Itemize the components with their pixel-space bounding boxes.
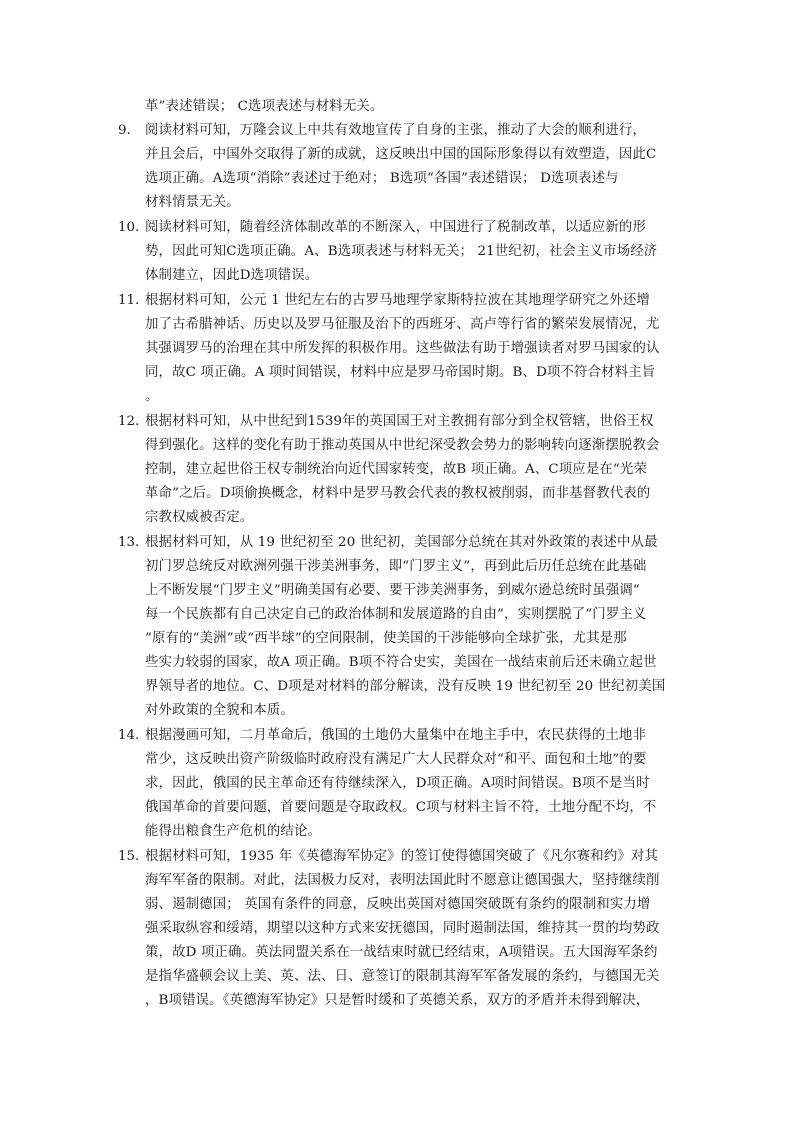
text-line: ，B项错误。《英德海军协定》只是暂时缓和了英德关系，双方的矛盾并未得到解决， <box>145 993 650 1008</box>
text-line: 加了古希腊神话、历史以及罗马征服及治下的西班牙、高卢等行省的繁荣发展情况，尤 <box>145 317 660 332</box>
text-line: 得到强化。这样的变化有助于推动英国从中世纪深受教会势力的影响转向逐渐摆脱教会 <box>145 438 660 453</box>
text-line: 弱、遏制德国； 英国有条件的同意，反映出英国对德国突破既有条约的限制和实力增 <box>145 897 651 912</box>
text-line: 同，故C 项正确。A 项时间错误，材料中应是罗马帝国时期。B、D项不符合材料主旨 <box>145 365 656 380</box>
item-number: 12. <box>118 414 140 429</box>
item-number: 11. <box>118 293 140 308</box>
text-line: 根据材料可知，公元 1 世纪左右的古罗马地理学家斯特拉波在其地理学研究之外还增 <box>145 293 650 308</box>
text-line: 初门罗总统反对欧洲列强干涉美洲事务，即“门罗主义”，再到此后历任总统在此基础 <box>145 559 647 574</box>
text-line: 常少，这反映出资产阶级临时政府没有满足广大人民群众对“和平、面包和土地”的要 <box>145 752 647 767</box>
text-line: 控制，建立起世俗王权专制统治向近代国家转变，故B 项正确。A、C项应是在“光荣 <box>145 462 647 477</box>
text-line: 阅读材料可知，随着经济体制改革的不断深入，中国进行了税制改革，以适应新的形 <box>145 220 647 235</box>
item-number: 10. <box>118 220 140 235</box>
text-line: 对外政策的全貌和本质。 <box>145 703 294 718</box>
text-line: 界领导者的地位。C、D项是对材料的部分解读，没有反映 19 世纪初至 20 世纪初美国 <box>145 679 666 694</box>
text-line: 求，因此，俄国的民主革命还有待继续深入，D项正确。A项时间错误。B项不是当时 <box>145 776 650 791</box>
item-number: 9. <box>118 123 131 138</box>
text-line: ”原有的“美洲”或“西半球”的空间限制，使美国的干涉能够向全球扩张，尤其是那 <box>145 631 627 646</box>
text-line: 材料情景无关。 <box>145 195 240 210</box>
item-number: 15. <box>118 849 140 864</box>
text-line: 。 <box>145 389 159 404</box>
text-line: 并且会后，中国外交取得了新的成就，这反映出中国的国际形象得以有效塑造，因此C <box>145 147 657 162</box>
text-line: 策，故D 项正确。英法同盟关系在一战结束时就已经结束，A项错误。五大国海军条约 <box>145 945 658 960</box>
text-line: 革命”之后。D项偷换概念，材料中是罗马教会代表的教权被削弱，而非基督教代表的 <box>145 486 651 501</box>
text-line: 上不断发展“门罗主义”明确美国有必要、要干涉美洲事务，到威尔逊总统时虽强调“ <box>145 583 640 598</box>
text-line: 海军军备的限制。对此，法国极力反对，表明法国此时不愿意让德国强大，坚持继续削 <box>145 873 660 888</box>
text-line: 强采取纵容和绥靖，期望以这种方式来安抚德国，同时遏制法国，维持其一贯的均势政 <box>145 921 660 936</box>
text-line: 体制建立，因此D选项错误。 <box>145 268 319 283</box>
text-line: 其强调罗马的治理在其中所发挥的积极作用。这些做法有助于增强读者对罗马国家的认 <box>145 341 660 356</box>
text-line: 根据材料可知，从 19 世纪初至 20 世纪初，美国部分总统在其对外政策的表述中从最 <box>145 535 658 550</box>
text-line: 阅读材料可知，万隆会议上中共有效地宣传了自身的主张，推动了大会的顺利进行， <box>145 123 647 138</box>
text-line: 俄国革命的首要问题，首要问题是夺取政权。C项与材料主旨不符，土地分配不均，不 <box>145 800 657 815</box>
text-line: 根据材料可知，1935 年《英德海军协定》的签订使得德国突破了《凡尔赛和约》对其 <box>145 849 659 864</box>
text-line: 根据漫画可知，二月革命后，俄国的土地仍大量集中在地主手中，农民获得的土地非 <box>145 728 647 743</box>
text-line: 宗教权威被否定。 <box>145 510 254 525</box>
text-line: 能得出粮食生产危机的结论。 <box>145 824 322 839</box>
text-line: 革”表述错误； C选项表述与材料无关。 <box>145 99 384 114</box>
item-number: 13. <box>118 535 140 550</box>
text-line: 些实力较弱的国家，故A 项正确。B项不符合史实，美国在一战结束前后还未确立起世 <box>145 655 657 670</box>
text-line: 每一个民族都有自己决定自己的政治体制和发展道路的自由”，实则摆脱了“门罗主义 <box>145 607 647 622</box>
text-line: 选项正确。A选项“消除”表述过于绝对； B选项“各国”表述错误； D选项表述与 <box>145 171 619 186</box>
text-line: 势，因此可知C选项正确。A、B选项表述与材料无关； 21世纪初，社会主义市场经济 <box>145 244 658 259</box>
text-line: 是指华盛顿会议上美、英、法、日、意签订的限制其海军军备发展的条约，与德国无关 <box>145 969 660 984</box>
text-line: 根据材料可知，从中世纪到1539年的英国国王对主教拥有部分到全权管辖，世俗王权 <box>145 414 654 429</box>
item-number: 14. <box>118 728 140 743</box>
